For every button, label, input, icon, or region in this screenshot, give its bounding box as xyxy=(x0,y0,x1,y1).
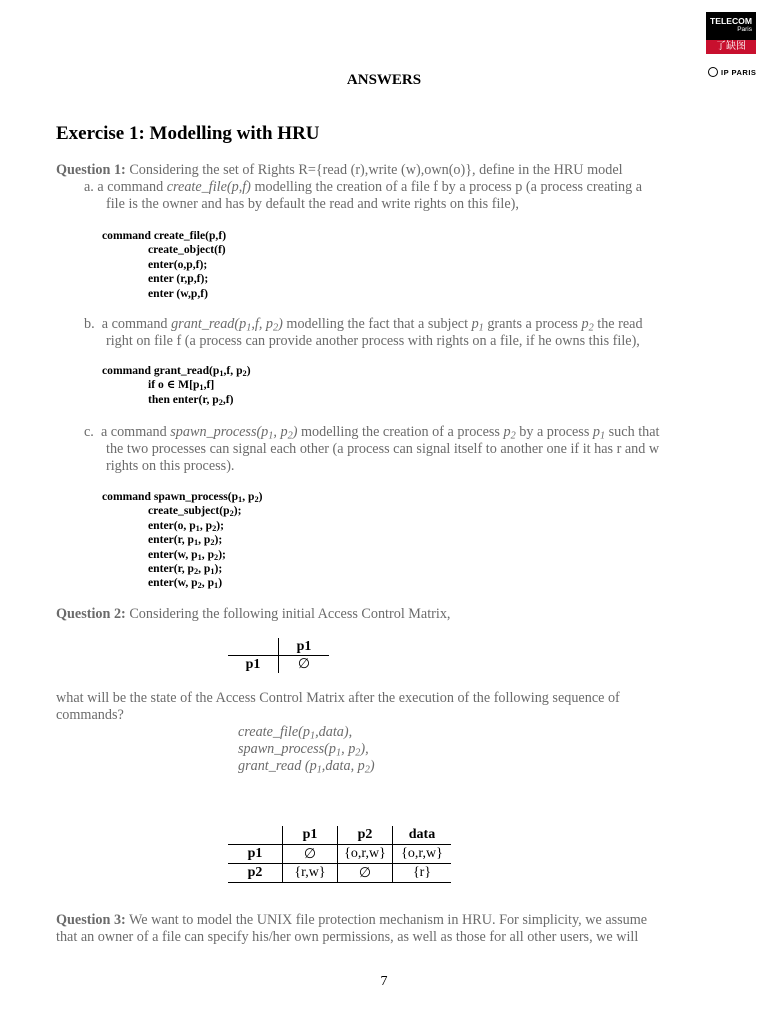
matrix1-row-header: p1 xyxy=(228,656,279,674)
final-access-matrix xyxy=(228,826,451,883)
q1-item-c-line3: rights on this process). xyxy=(106,458,235,474)
initial-access-matrix xyxy=(228,638,329,673)
q3-line2: that an owner of a file can specify his/her own permissions, as well as those for all other users, we will xyxy=(56,929,639,945)
code-grant-read: command $grant\_read(p_1,f$, $p_2$) if o ∈ $M[p_1,f]$ then enter(r, $p_2,f$) xyxy=(102,364,251,407)
logo-line2: Paris xyxy=(737,26,752,33)
q2-after-line1: what will be the state of the Access Control Matrix after the execution of the following sequence of xyxy=(56,690,620,706)
page-number: 7 xyxy=(380,974,388,989)
matrix2-cell: ∅ xyxy=(338,864,393,883)
logo-line1: TELECOM xyxy=(710,16,753,26)
matrix2-row-header: p1 xyxy=(228,845,283,864)
code-create-file: command create_file(p,f) create_object(f) enter(o,p,f); enter (r,p,f); enter (w,p,f) xyxy=(102,229,227,300)
q1-intro: Question 1: Considering the set of Rights R={read (r),write (w),own(o)}, define in the HRU model xyxy=(56,162,623,178)
matrix2-cell: {r,w} xyxy=(283,864,338,883)
matrix2-cell: {o,r,w} xyxy=(393,845,452,864)
q2-command-sequence: $create\_file(p_1,data)$, $spawn\_process(p_1$, $p_2$), grant_read ($p_1,data$, $p_2$) xyxy=(238,724,375,776)
q1-item-c: c. a command $spawn\_process(p_1$, $p_2$) modelling the creation of a process $p_2$ by a process $p_1$ such that xyxy=(84,424,660,442)
q1-item-a: a. a command create_file(p,f) modelling the creation of a file f by a process p (a process creating a xyxy=(84,179,643,195)
q2-after-line2: commands? xyxy=(56,707,124,723)
telecom-paris-logo xyxy=(706,12,756,64)
ip-paris-logo: IP PARIS xyxy=(708,67,756,77)
q1-item-b-line2: right on file f (a process can provide another process with rights on a file, if he owns this file), xyxy=(106,333,640,349)
logo-red-band: 了缺图 xyxy=(706,40,756,54)
matrix2-header: data xyxy=(393,826,452,845)
matrix2-row-header: p2 xyxy=(228,864,283,883)
q1-item-b: b. a command $grant\_read(p_1,f$, $p_2$) modelling the fact that a subject $p_1$ grants a process $p_2$ the read xyxy=(84,316,643,334)
q1-item-a-line2: file is the owner and has by default the read and write rights on this file), xyxy=(106,196,519,212)
q3-line1: Question 3: We want to model the UNIX file protection mechanism in HRU. For simplicity, we assume xyxy=(56,912,648,928)
code-spawn-process: command $spawn\_process(p_1$, $p_2$) $create\_subject(p_2)$; enter(o, $p_1$, $p_2$); enter(r, $p_1$, $p_2$); enter(w, $p_1$, $p_2$); enter(r, $p_2$, $p_1$); enter(w, $p_2$, $p_1$) xyxy=(102,490,263,591)
q2-intro: Question 2: Considering the following initial Access Control Matrix, xyxy=(56,606,451,622)
matrix2-cell: {o,r,w} xyxy=(338,845,393,864)
matrix2-header: p1 xyxy=(283,826,338,845)
matrix2-cell: {r} xyxy=(393,864,452,883)
matrix1-cell: ∅ xyxy=(297,657,311,672)
matrix2-header: p2 xyxy=(338,826,393,845)
matrix1-col-header: p1 xyxy=(279,638,330,656)
answers-heading: ANSWERS xyxy=(346,72,422,88)
matrix2-cell: ∅ xyxy=(283,845,338,864)
exercise-title: Exercise 1: Modelling with HRU xyxy=(56,123,320,144)
q1-item-c-line2: the two processes can signal each other (a process can signal itself to another one if it has r and w xyxy=(106,441,660,457)
